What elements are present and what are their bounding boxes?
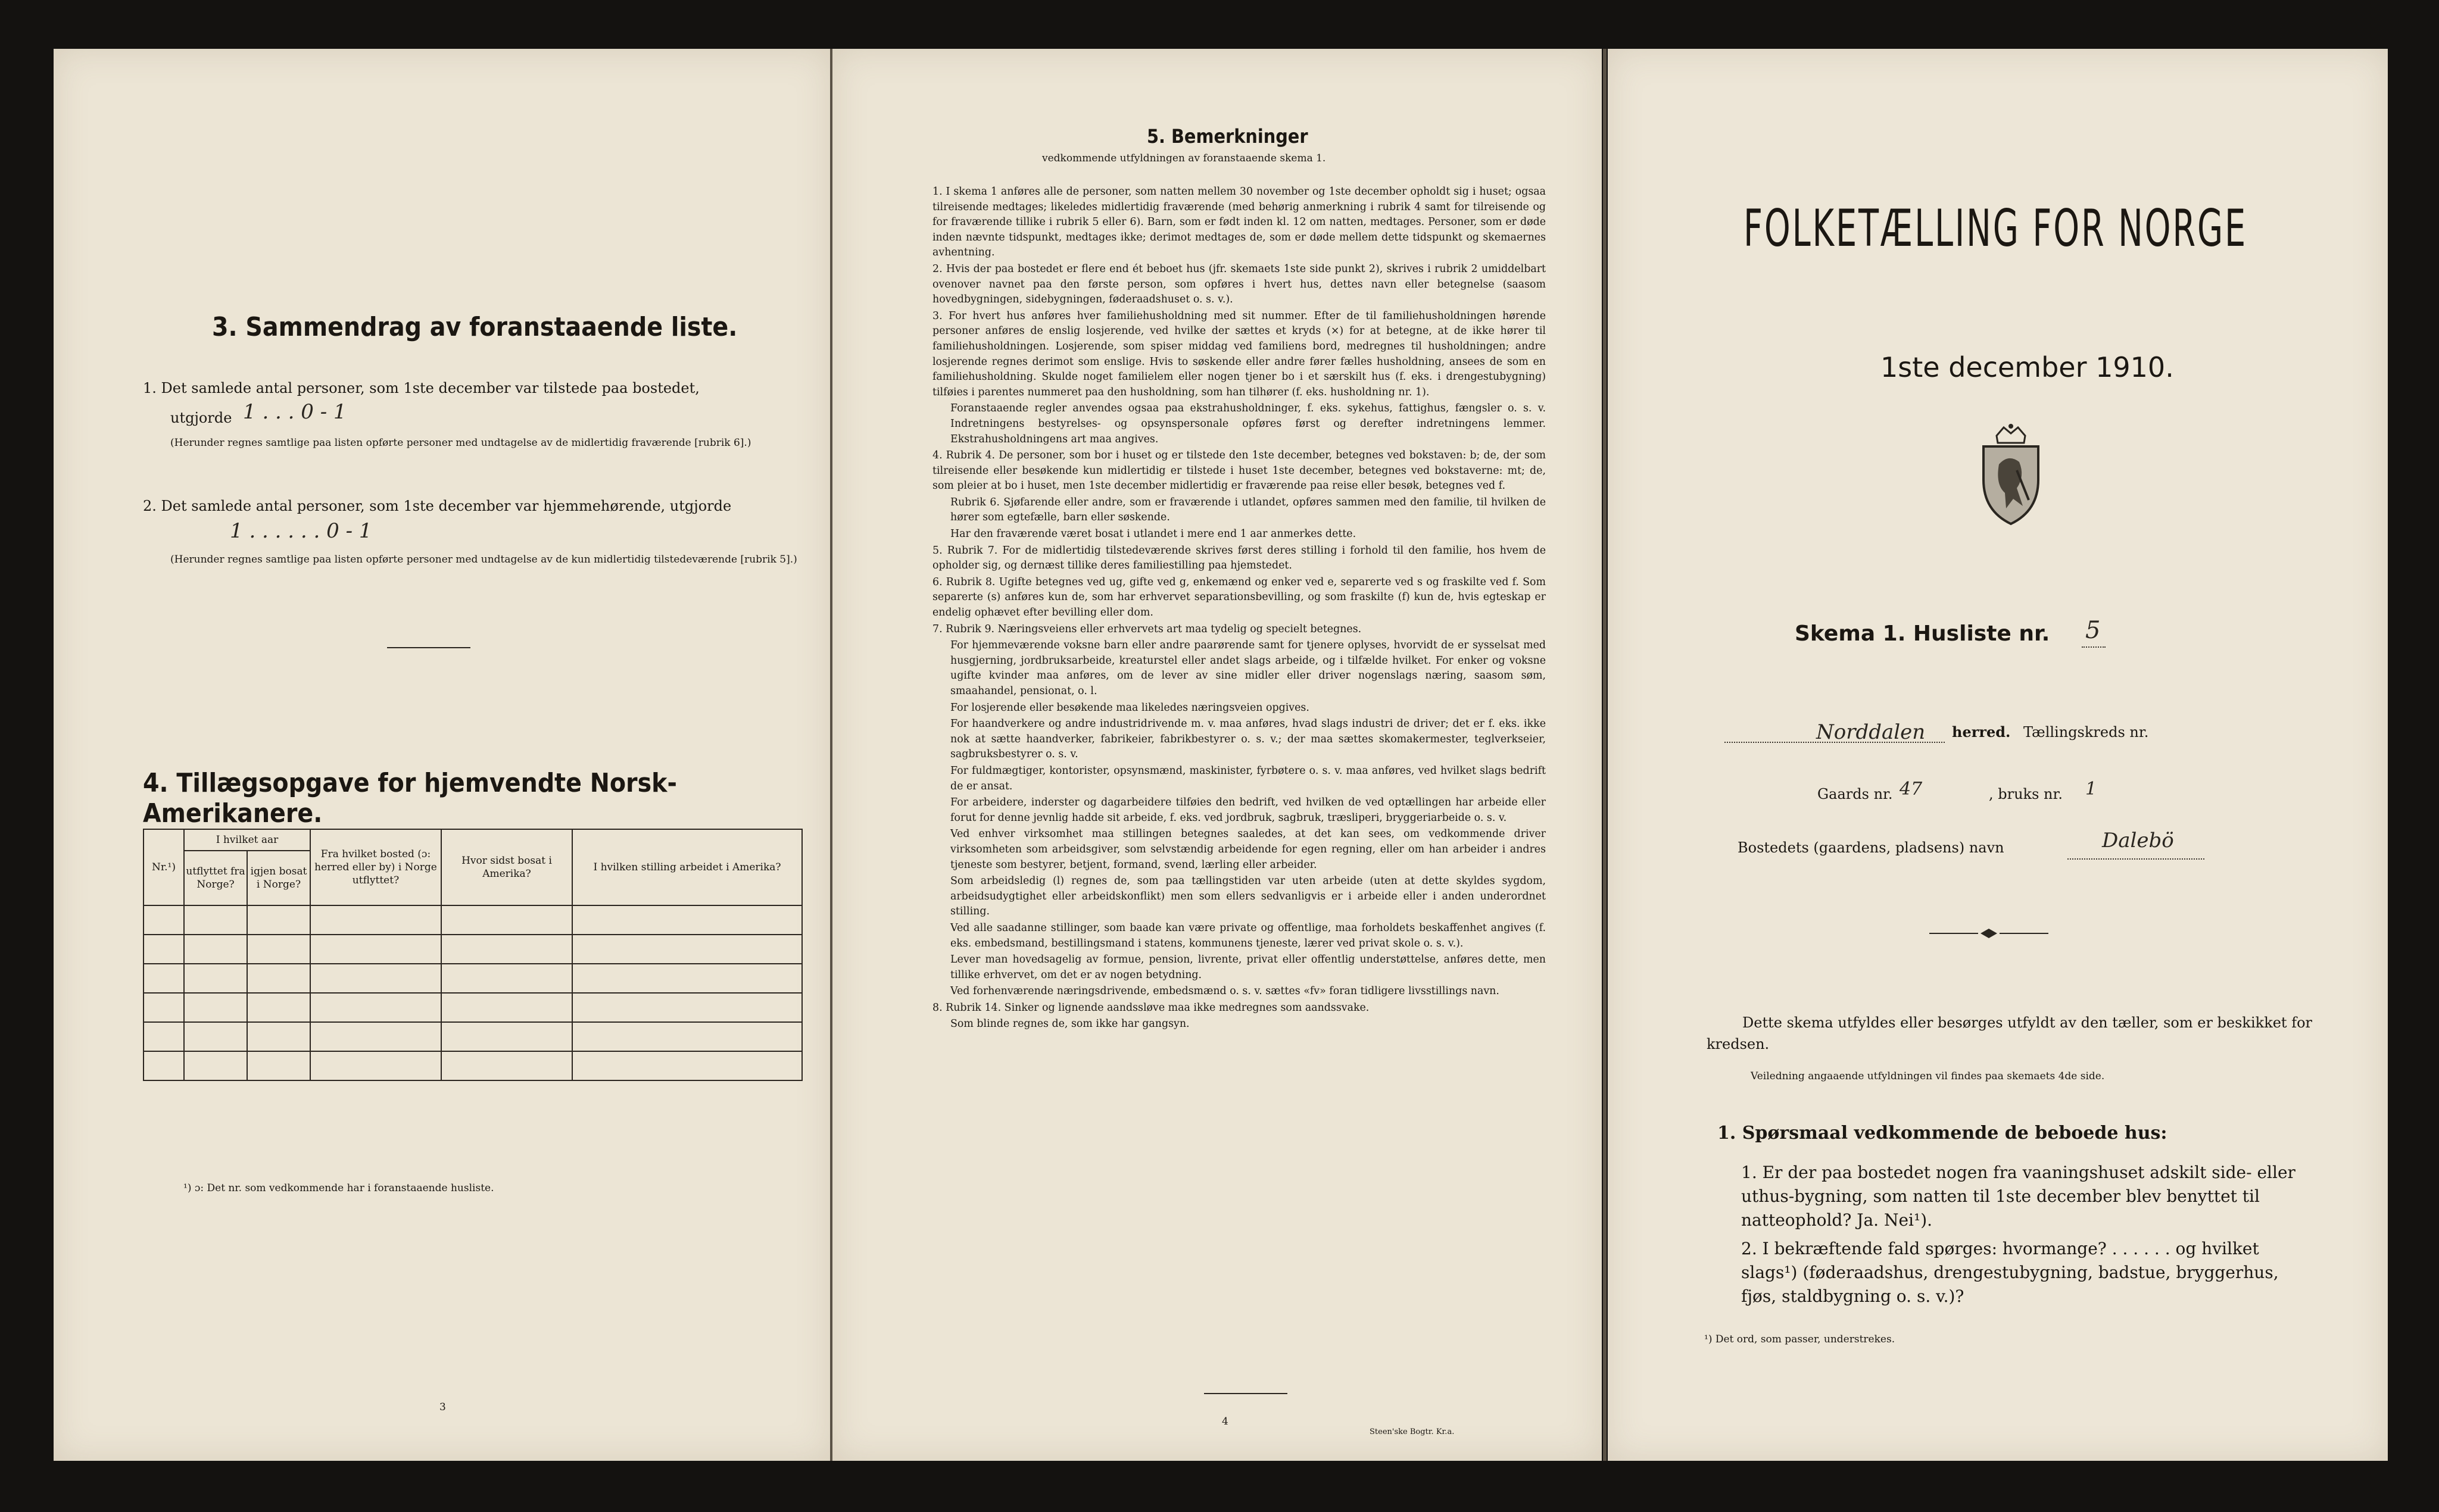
table-row [144, 1051, 802, 1080]
remark-6: 6. Rubrik 8. Ugifte betegnes ved ug, gifte ved g, enkemænd og enker ved e, separerte ved s og fraskilte ved f. Som separerte (s) anføres kun de, som har erhvervet separationsbevilling, og som fraskilte (f) kun de, hvis egteskap er endelig ophævet efter bevilling eller dom. [932, 576, 1546, 619]
remark-7i: Ved alle saadanne stillinger, som baade kan være private og offentlige, maa forholdets beskaffenhet angives (f. eks. embedsmand, bestillingsmand i statens, kommunens tjeneste, lærer ved privat skole o. s. v.). [950, 921, 1546, 949]
printer-mark: Steen'ske Bogtr. Kr.a. [1370, 1427, 1455, 1436]
remark-8b: Som blinde regnes de, som ikke har gangsyn. [950, 1018, 1190, 1030]
middle-page-number: 4 [1222, 1416, 1228, 1427]
section3-title: 3. Sammendrag av foranstaaende liste. [212, 312, 738, 342]
col-utflyttet: utflyttet fra Norge? [184, 851, 247, 905]
remark-7e: For fuldmægtiger, kontorister, opsynsmænd, maskinister, fyrbøtere o. s. v. maa anføres, ved hvilket slags bedrift de er ansat. [950, 764, 1546, 792]
schema-label: Skema 1. Husliste nr. [1795, 621, 2050, 646]
remark-4b: Rubrik 6. Sjøfarende eller andre, som er fraværende i utlandet, opføres sammen med den familie, til hvilken de hører som egtefælle, barn eller søskende. [950, 496, 1546, 524]
bruks-label: , bruks nr. [1989, 786, 2063, 802]
left-footnote: ¹) ɔ: Det nr. som vedkommende har i foranstaaende husliste. [183, 1182, 494, 1194]
col-i-hvilket-aar: I hvilket aar [184, 829, 310, 851]
remark-7d: For haandverkere og andre industridrivende m. v. maa anføres, hvad slags industri de driver; det er f. eks. ikke nok at sætte haandverker, fabrikeier, fabrikbestyrer o. s. v.; der maa sættes skomakermester, teglverkseier, sagbruksbestyrer o. s. v. [950, 718, 1546, 761]
section4-title: 4. Tillægsopgave for hjemvendte Norsk-Amerikanere. [143, 768, 677, 829]
remark-5: 5. Rubrik 7. For de midlertidig tilstedeværende skrives først deres stilling i forhold til den familie, hos hvem de opholder sig, og dernæst tillike deres familiestilling paa hjemstedet. [932, 544, 1546, 572]
remark-2: 2. Hvis der paa bostedet er flere end ét beboet hus (jfr. skemaets 1ste side punkt 2), skrives i rubrik 2 umiddelbart ovenover navnet paa den første person, som opføres i hvert hus, dettes navn eller betegnelse (saasom hovedbygningen, sidebygningen, føderaadshuset o. s. v.). [932, 263, 1546, 306]
right-page [1608, 49, 2388, 1461]
remark-8: 8. Rubrik 14. Sinker og lignende aandssløve maa ikke medregnes som aandssvake. [932, 1001, 1370, 1014]
table-row [144, 905, 802, 935]
table-row [144, 993, 802, 1022]
question-1-1: 1. Er der paa bostedet nogen fra vaaningshuset adskilt side- eller uthus-bygning, som natten til 1ste december blev benyttet til natteophold? Ja. Nei¹). [1741, 1163, 2295, 1230]
q1-title: 1. Spørsmaal vedkommende de beboede hus: [1717, 1123, 2167, 1144]
instruction: Dette skema utfyldes eller besørges utfyldt av den tæller, som er beskikket for kredsen. [1707, 1014, 2313, 1052]
remark-7g: Ved enhver virksomhet maa stillingen betegnes saaledes, at det kan sees, om vedkommende driver virksomheten som arbeidsgiver, som selvstændig arbeidende for egen regning, eller om han arbeider i andres tjeneste som bestyrer, betjent, formand, svend, lærling eller arbeider. [950, 828, 1546, 871]
kreds-label: Tællingskreds nr. [2023, 724, 2149, 741]
remark-7: 7. Rubrik 9. Næringsveiens eller erhvervets art maa tydelig og specielt betegnes. [932, 623, 1362, 635]
remark-7h: Som arbeidsledig (l) regnes de, som paa tællingstiden var uten arbeide (uten at dette skyldes sygdom, arbeidsudygtighet eller arbeidskonflikt) men som ellers sedvanligvis er i arbeide eller i anden underordnet stilling. [950, 875, 1546, 918]
col-stilling: I hvilken stilling arbeidet i Amerika? [572, 829, 802, 905]
table-row [144, 964, 802, 993]
item1-value: 1 . . . 0 - 1 [243, 400, 347, 424]
col-igjen-bosat: igjen bosat i Norge? [247, 851, 310, 905]
remark-1: 1. I skema 1 anføres alle de personer, som natten mellem 30 november og 1ste december opholdt sig i huset; ogsaa tilreisende medtages; likeledes midlertidig fraværende (med behørig anmerkning i rubrik 4 samt for tilreisende og for fraværende tillike i rubrik 5 eller 6). Barn, som er født inden kl. 12 om natten, medtages. Personer, som er døde inden nævnte tidspunkt, medtages ikke; derimot medtages de, som er døde mellem dette tidspunkt og skemaernes avhentning. [932, 186, 1546, 259]
item2-value: 1 . . . . . . 0 - 1 [230, 519, 372, 543]
left-page-number: 3 [439, 1401, 446, 1413]
herred-value: Norddalen [1816, 720, 1926, 744]
main-title: FOLKETÆLLING FOR NORGE [1744, 199, 2248, 258]
middle-page [832, 49, 1602, 1461]
item1-utgjorde: utgjorde [170, 410, 232, 426]
census-date: 1ste december 1910. [1880, 351, 2174, 383]
table-row [144, 935, 802, 964]
gaards-label: Gaards nr. [1817, 786, 1893, 802]
left-page [54, 49, 831, 1461]
remark-4c: Har den fraværende været bosat i utlandet i mere end 1 aar anmerkes dette. [950, 528, 1356, 541]
bosted-label: Bostedets (gaardens, pladsens) navn [1738, 839, 2004, 856]
remark-7c: For losjerende eller besøkende maa likeledes næringsveien opgives. [950, 701, 1309, 714]
gaards-value: 47 [1900, 779, 1923, 799]
table-row [144, 1022, 802, 1051]
ornament-divider [1929, 926, 2048, 941]
norsk-amerikaner-table [143, 829, 803, 1081]
husliste-nr: 5 [2085, 617, 2101, 644]
guidance: Veiledning angaaende utfyldningen vil findes paa skemaets 4de side. [1751, 1070, 2105, 1082]
item1-text: 1. Det samlede antal personer, som 1ste december var tilstede paa bostedet, [143, 380, 700, 396]
bruks-value: 1 [2085, 779, 2097, 799]
remark-7b: For hjemmeværende voksne barn eller andre paarørende samt for tjenere oplyses, hvorvidt de er sysselsat med husgjerning, jordbruksarbeide, kreaturstel eller andet slags arbeide, og i tilfælde hvilket. For enker og voksne ugifte kvinder maa anføres, om de lever av sine midler eller driver nogenslags næring, saasom søm, smaahandel, pensionat, o. l. [950, 639, 1546, 697]
item2-note: (Herunder regnes samtlige paa listen opførte personer med undtagelse av de kun midlertidig tilstedeværende [rubrik 5].) [170, 554, 797, 566]
herred-label: herred. [1952, 723, 2011, 741]
remark-3: 3. For hvert hus anføres hver familiehusholdning med sit nummer. Efter de til familiehusholdningen hørende personer anføres de enslig losjerende, ved hvilke der sættes et kryds (×) for at betegne, at de ikke hører til familiehusholdningen. Losjerende, som spiser middag ved familiens bord, medregnes til husholdningen; andre losjerende regnes derimot som enslige. Hvis to søskende eller andre fører fælles husholdning, ansees de som en familiehusholdning. Skulde noget familielem eller nogen tjener bo i et særskilt hus (f. eks. i drengestubygning) tilføies i parentes nummeret paa den husholdning, som han tilhører (f. eks. husholdning nr. 1). [932, 310, 1546, 398]
coat-of-arms-icon [1975, 423, 2047, 527]
remark-3b: Foranstaaende regler anvendes ogsaa paa ekstrahusholdninger, f. eks. sykehus, fattighus, fængsler o. s. v. Indretningens bestyrelses- og opsynspersonale opføres først og derefter indretningens lemmer. Ekstrahusholdningens art maa angives. [950, 402, 1546, 445]
divider [1204, 1393, 1287, 1394]
item1-note: (Herunder regnes samtlige paa listen opførte personer med undtagelse av de midlertidig fraværende [rubrik 6].) [170, 437, 751, 449]
remarks-title: 5. Bemerkninger [1147, 125, 1308, 148]
remarks-list [932, 185, 1546, 1033]
bosted-line [2067, 858, 2204, 860]
spine-right [1603, 49, 1607, 1461]
bosted-value: Dalebö [2102, 829, 2174, 852]
remark-4: 4. Rubrik 4. De personer, som bor i huset og er tilstede den 1ste december, betegnes ved bokstaven: b; de, der som tilreisende eller besøkende kun midlertidig er tilstede i huset 1ste december, betegnes ved bokstaverne: mt; de, som pleier at bo i huset, men 1ste december midlertidig er fraværende paa reise eller besøk, betegnes ved f. [932, 449, 1546, 492]
husliste-line [2082, 646, 2106, 648]
question-1-2: 2. I bekræftende fald spørges: hvormange? . . . . . . og hvilket slags¹) (føderaadshus, drengestubygning, badstue, bryggerhus, fjøs, staldbygning o. s. v.)? [1741, 1239, 2279, 1306]
remark-7j: Lever man hovedsagelig av formue, pension, livrente, privat eller offentlig understøttelse, anføres dette, men tillike erhvervet, om det er av nogen betydning. [950, 954, 1546, 981]
remark-7f: For arbeidere, inderster og dagarbeidere tilføies den bedrift, ved hvilken de ved optællingen har arbeide eller forut for denne jevnlig hadde sit arbeide, f. eks. ved jordbruk, sagbruk, træsliperi, bryggeriarbeide o. s. v. [950, 796, 1546, 824]
col-fra-hvilket-bosted: Fra hvilket bosted (ɔ: herred eller by) i Norge utflyttet? [310, 829, 441, 905]
item2-text: 2. Det samlede antal personer, som 1ste december var hjemmehørende, utgjorde [143, 498, 732, 514]
remark-7k: Ved forhenværende næringsdrivende, embedsmænd o. s. v. sættes «fv» foran tidligere livsstillings navn. [950, 985, 1499, 998]
divider [387, 647, 470, 648]
right-footnote: ¹) Det ord, som passer, understrekes. [1704, 1333, 1895, 1345]
col-hvor-sidst-bosat: Hvor sidst bosat i Amerika? [441, 829, 572, 905]
remarks-subtitle: vedkommende utfyldningen av foranstaaende skema 1. [1042, 152, 1326, 164]
col-nr: Nr.¹) [144, 829, 184, 905]
